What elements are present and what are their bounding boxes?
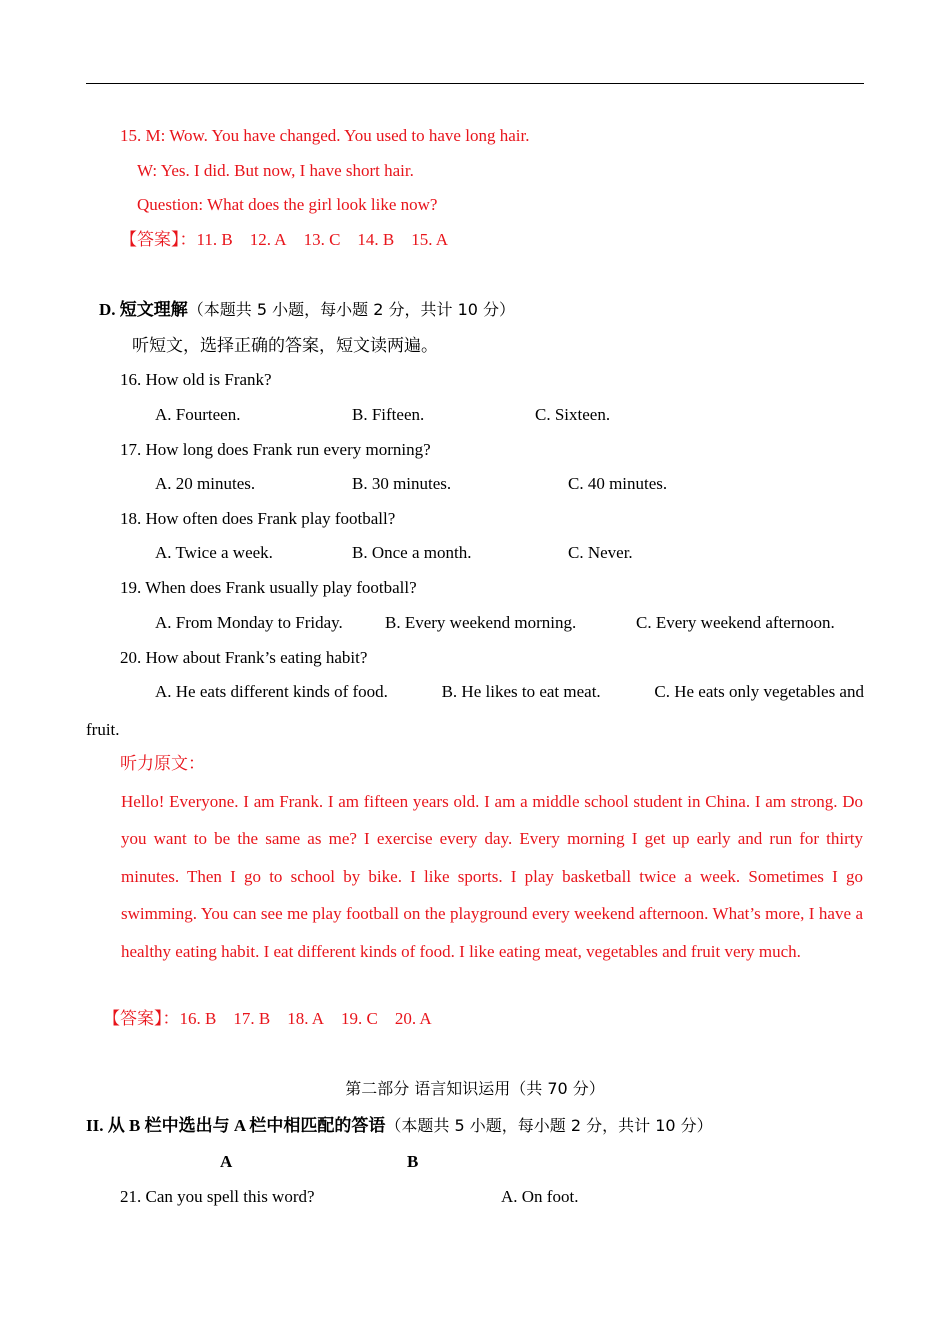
q17-option-b: B. 30 minutes. bbox=[352, 474, 452, 493]
q19-stem: 19. When does Frank usually play football? bbox=[120, 578, 417, 597]
answer-row-16-20 bbox=[103, 1008, 432, 1030]
header-rule bbox=[86, 83, 864, 84]
option-a-on-foot: A. On foot. bbox=[501, 1187, 579, 1206]
q19-option-c: C. Every weekend afternoon. bbox=[636, 613, 835, 632]
q20-option-c-continuation: fruit. bbox=[86, 720, 120, 739]
section-d-title-bold: D. 短文理解 bbox=[99, 300, 188, 319]
section-d-title-rest: （本题共 5 小题，每小题 2 分，共计 10 分） bbox=[187, 300, 516, 319]
listening-script: Hello! Everyone. I am Frank. I am fifteen years old. I am a middle school student in China. I am strong. Do you want to be the same as me? I exercise every day. Every morning I get up early and run for thirty minutes. Then I go to school by bike. I like sports. I play basketball twice a week. Sometimes I go swimming. You can see me play football on the playground every weekend afternoon. What’s more, I have a healthy eating habit. I eat different kinds of food. I like eating meat, vegetables and fruit very much. bbox=[121, 792, 863, 961]
q16-stem: 16. How old is Frank? bbox=[120, 370, 272, 389]
q15-line-3: Question: What does the girl look like now? bbox=[137, 195, 438, 214]
answer-11: 11. B bbox=[196, 230, 233, 249]
q19-option-b: B. Every weekend morning. bbox=[385, 613, 577, 632]
answer-20: 20. A bbox=[394, 1009, 432, 1028]
answer-12: 12. A bbox=[249, 230, 287, 249]
q20-option-c: C. He eats only vegetables and bbox=[654, 682, 864, 701]
q19-option-a: A. From Monday to Friday. bbox=[155, 613, 343, 632]
q16-option-b: B. Fifteen. bbox=[352, 405, 425, 424]
answer-16: 16. B bbox=[179, 1009, 217, 1028]
answer-14: 14. B bbox=[357, 230, 395, 249]
q20-options-row bbox=[155, 681, 864, 703]
q18-stem: 18. How often does Frank play football? bbox=[120, 509, 396, 528]
answer-label: 【答案】： bbox=[120, 230, 197, 249]
section-d-title bbox=[99, 299, 515, 321]
answer-15: 15. A bbox=[411, 230, 449, 249]
answer-label: 【答案】： bbox=[103, 1009, 180, 1028]
q18-option-b: B. Once a month. bbox=[352, 543, 472, 562]
q17-option-a: A. 20 minutes. bbox=[155, 474, 256, 493]
script-label: 听力原文： bbox=[120, 754, 205, 773]
answer-13: 13. C bbox=[303, 230, 341, 249]
answer-19: 19. C bbox=[341, 1009, 378, 1028]
answer-row-11-15 bbox=[120, 229, 448, 251]
q20-option-a: A. He eats different kinds of food. bbox=[155, 682, 388, 701]
section-ii-title bbox=[86, 1115, 713, 1137]
q20-stem: 20. How about Frank’s eating habit? bbox=[120, 648, 368, 667]
q17-stem: 17. How long does Frank run every morning? bbox=[120, 440, 431, 459]
column-b-header: B bbox=[407, 1152, 419, 1171]
q16-option-a: A. Fourteen. bbox=[155, 405, 241, 424]
section-ii-title-rest: （本题共 5 小题，每小题 2 分，共计 10 分） bbox=[385, 1116, 713, 1135]
q20-option-b: B. He likes to eat meat. bbox=[441, 682, 601, 701]
q21-stem: 21. Can you spell this word? bbox=[120, 1187, 315, 1206]
q15-line-2: W: Yes. I did. But now, I have short hair. bbox=[137, 161, 414, 180]
q16-option-c: C. Sixteen. bbox=[535, 405, 611, 424]
q18-option-c: C. Never. bbox=[568, 543, 633, 562]
answer-17: 17. B bbox=[233, 1009, 271, 1028]
q15-line-1: 15. M: Wow. You have changed. You used to have long hair. bbox=[120, 126, 530, 145]
q17-option-c: C. 40 minutes. bbox=[568, 474, 668, 493]
section-ii-title-bold: II. 从 B 栏中选出与 A 栏中相匹配的答语 bbox=[86, 1116, 386, 1135]
section-d-instruction: 听短文，选择正确的答案，短文读两遍。 bbox=[132, 336, 438, 355]
column-a-header: A bbox=[220, 1152, 233, 1171]
part-two-heading: 第二部分 语言知识运用（共 70 分） bbox=[345, 1079, 605, 1098]
q18-option-a: A. Twice a week. bbox=[155, 543, 273, 562]
answer-18: 18. A bbox=[287, 1009, 325, 1028]
